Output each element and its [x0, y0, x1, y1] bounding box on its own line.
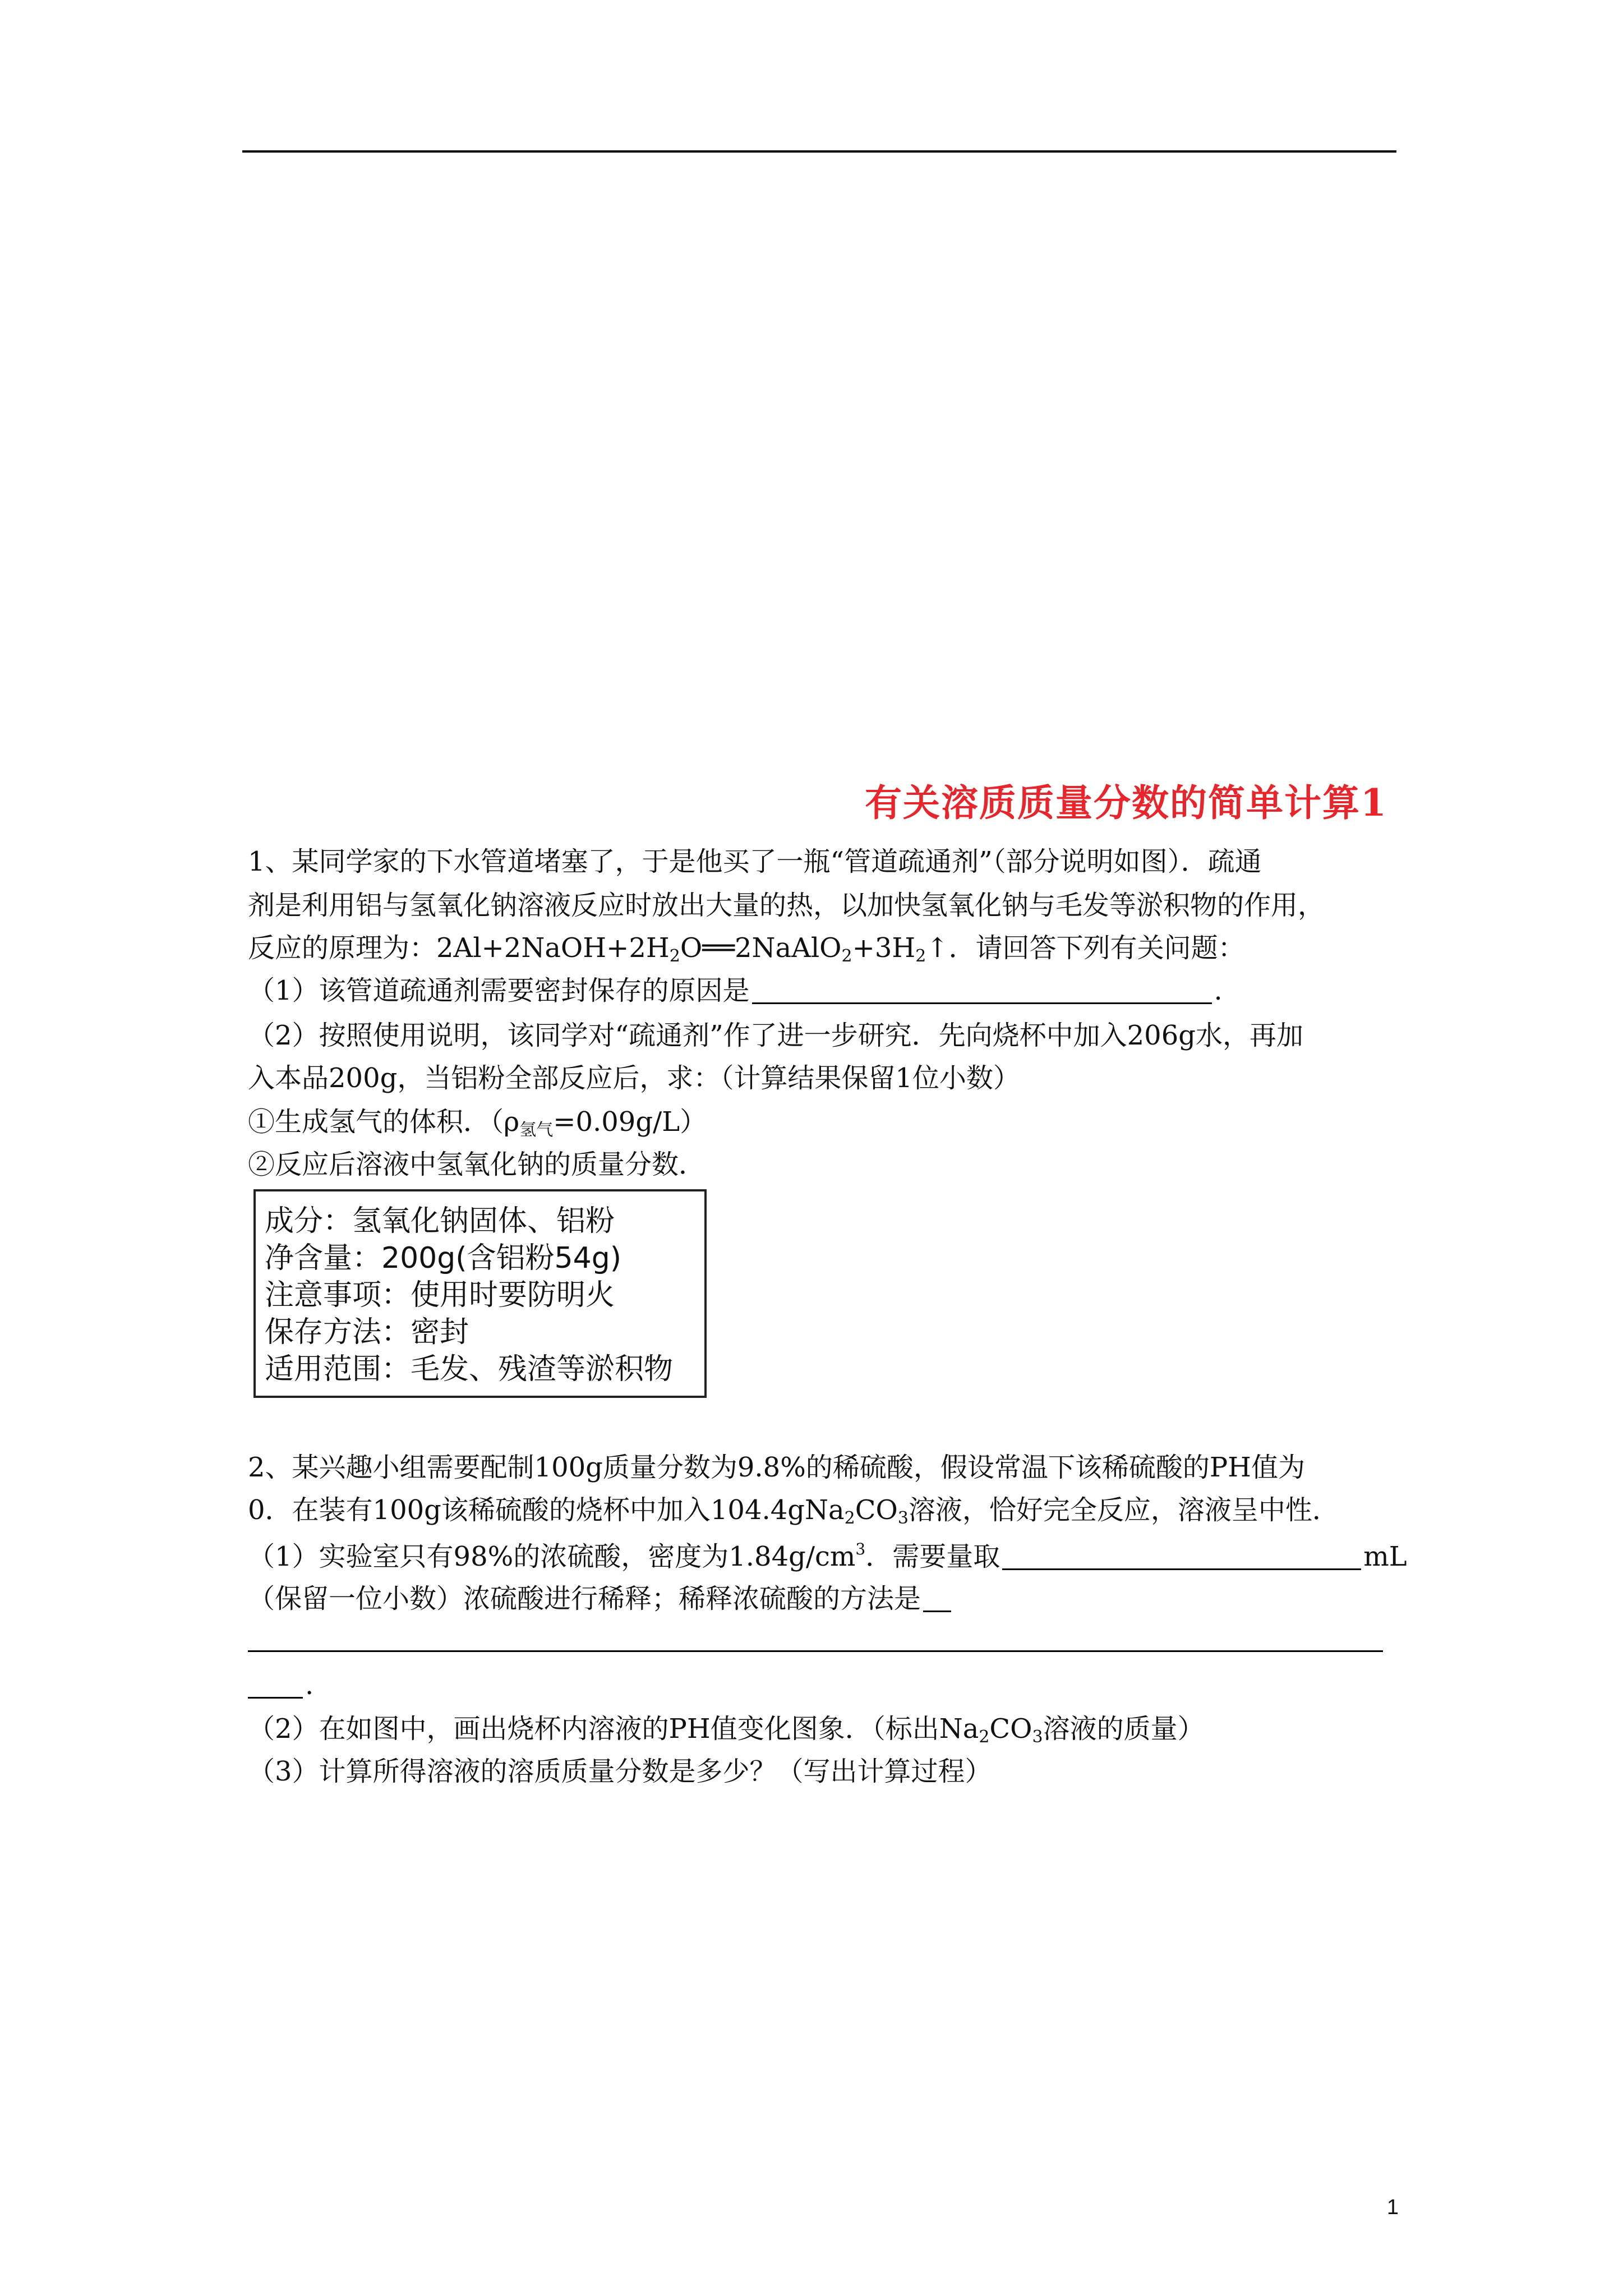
subscript: 2: [844, 1508, 855, 1528]
answer-blank[interactable]: [752, 978, 1212, 1004]
label-line: 注意事项：使用时要防明火: [265, 1278, 615, 1312]
q2-sub2-text: 溶液的质量）: [1043, 1713, 1205, 1745]
q2-sub1-text: （1）实验室只有98%的浓硫酸，密度为1.84g/cm: [248, 1541, 856, 1572]
page-title: 有关溶质质量分数的简单计算1: [865, 781, 1387, 825]
answer-blank[interactable]: [1002, 1544, 1361, 1570]
q2-line2-text: 溶液，恰好完全反应，溶液呈中性．: [908, 1494, 1339, 1526]
subscript: 3: [1032, 1727, 1043, 1747]
q2-sub3: （3）计算所得溶液的溶质质量分数是多少？（写出计算过程）: [248, 1756, 992, 1787]
q1-equation-part: O══2NaAlO: [680, 932, 842, 964]
q1-line-1: 1、某同学家的下水管道堵塞了，于是他买了一瓶“管道疏通剂”（部分说明如图）．疏通: [248, 846, 1262, 877]
answer-line[interactable]: [248, 1650, 1383, 1652]
subscript: 2: [841, 946, 852, 966]
q1-sub1-end: .: [1214, 975, 1223, 1006]
product-label-box: [253, 1189, 707, 1398]
header-rule: [242, 150, 1396, 153]
q2-sub2: [248, 1715, 1205, 1746]
q2-sub2-text: CO: [989, 1713, 1032, 1745]
label-line: 保存方法：密封: [265, 1315, 469, 1349]
subscript: 2: [669, 946, 680, 966]
q1-sub1: [248, 977, 1223, 1004]
subscript: 2: [915, 946, 926, 966]
q2-line-1: 2、某兴趣小组需要配制100g质量分数为9.8%的稀硫酸，假设常温下该稀硫酸的PH值为: [248, 1452, 1305, 1483]
q1-line-3: [248, 932, 1245, 966]
page-number: 1: [1386, 2196, 1399, 2219]
q2-line-2: [248, 1494, 1339, 1528]
superscript: 3: [855, 1540, 866, 1558]
q2-sub1-text: （保留一位小数）浓硫酸进行稀释；稀释浓硫酸的方法是: [248, 1583, 921, 1614]
q2-sub1-unit: mL: [1363, 1541, 1407, 1572]
label-line: 适用范围：毛发、残渣等淤积物: [265, 1352, 674, 1386]
q2-sub2-text: （2）在如图中，画出烧杯内溶液的PH值变化图象．（标出Na: [248, 1713, 979, 1745]
q1-item-2: ②反应后溶液中氢氧化钠的质量分数．: [248, 1149, 706, 1180]
q2-line2-text: 0．在装有100g该稀硫酸的烧杯中加入104.4gNa: [248, 1494, 845, 1526]
q2-line2-text: CO: [855, 1494, 898, 1526]
q2-sub1-text: ．需要量取: [865, 1541, 1000, 1572]
q2-sub1: [248, 1542, 1407, 1570]
answer-blank[interactable]: [248, 1672, 303, 1699]
subscript: 2: [979, 1727, 990, 1747]
q1-item1-text: =0.09g/L）: [553, 1106, 707, 1138]
q1-sub2-line-2: 入本品200g，当铝粉全部反应后，求：（计算结果保留1位小数）: [248, 1062, 1020, 1094]
q2-sub1-line-2: [248, 1585, 953, 1612]
answer-blank[interactable]: [923, 1586, 951, 1612]
q1-sub1-text: （1）该管道疏通剂需要密封保存的原因是: [248, 975, 750, 1006]
q1-sub2-line-1: （2）按照使用说明，该同学对“疏通剂”作了进一步研究．先向烧杯中加入206g水，再加: [248, 1020, 1303, 1051]
q1-equation-part: ↑．请回答下列有关问题：: [926, 932, 1245, 964]
q1-item-1: [248, 1108, 707, 1139]
label-line: 净含量：200g(含铝粉54g): [265, 1241, 622, 1275]
subscript: 氢气: [519, 1120, 554, 1140]
q1-item1-text: ①生成氢气的体积．（ρ: [248, 1106, 520, 1138]
subscript: 3: [897, 1508, 909, 1528]
q1-line-2: 剂是利用铝与氢氧化钠溶液反应时放出大量的热，以加快氢氧化钠与毛发等淤积物的作用，: [248, 890, 1325, 921]
q2-sub1-line-3: [248, 1669, 314, 1701]
q1-equation-part: +3H: [852, 932, 916, 964]
q2-sub1-end: .: [305, 1669, 314, 1701]
q1-equation-part: 反应的原理为：2Al+2NaOH+2H: [248, 932, 670, 964]
label-line: 成分：氢氧化钠固体、铝粉: [265, 1204, 615, 1238]
